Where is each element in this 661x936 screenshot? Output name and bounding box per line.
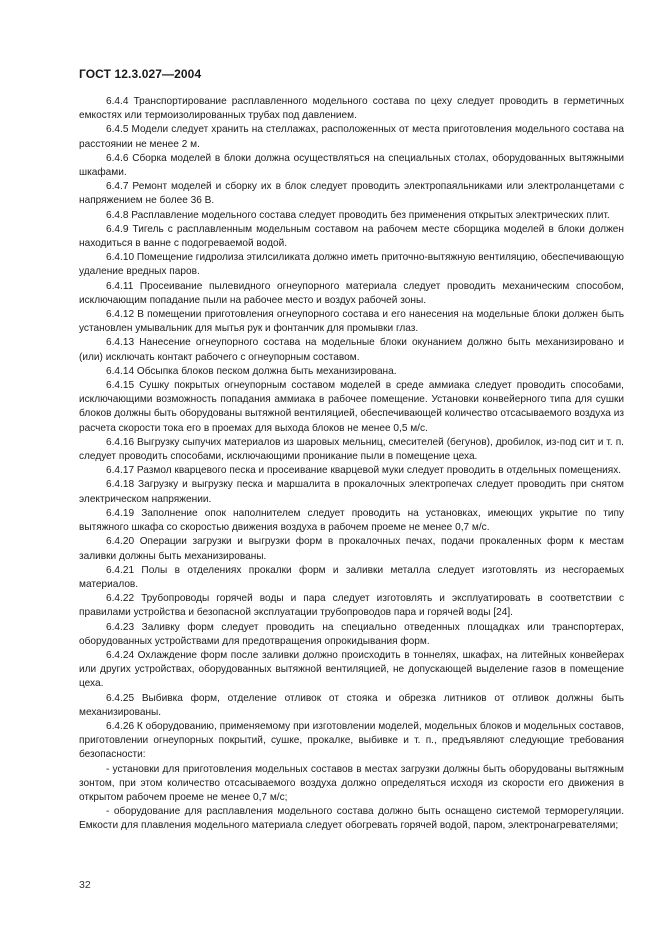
clause-6-4-12: 6.4.12 В помещении приготовления огнеупорного состава и его нанесения на модельные блоки должен быть установлен умывальник для мытья рук и фонтанчик для промывки глаз. xyxy=(79,309,624,335)
page-number: 32 xyxy=(79,879,91,891)
clause-6-4-11: 6.4.11 Просеивание пылевидного огнеупорного материала следует проводить механическим способом, исключающим попадание пыли на рабочее место и воздух рабочей зоны. xyxy=(79,280,624,306)
list-item-dash: - оборудование для расплавления модельного состава должно быть оснащено системой терморегуляции. Емкости для плавления модельного материала следует обогревать горячей водой, паром, электронагревателями; xyxy=(79,806,624,832)
clause-6-4-23: 6.4.23 Заливку форм следует проводить на специально отведенных площадках или транспортерах, оборудованных устройствами для предотвращения опрокидывания форм. xyxy=(79,621,624,647)
clause-6-4-18: 6.4.18 Загрузку и выгрузку песка и маршалита в прокалочных электропечах следует проводить при снятом электрическом напряжении. xyxy=(79,479,624,505)
clause-6-4-4: 6.4.4 Транспортирование расплавленного модельного состава по цеху следует проводить в герметичных емкостях или термоизолированных трубах под давлением. xyxy=(79,96,624,122)
clause-6-4-9: 6.4.9 Тигель с расплавленным модельным составом на рабочем месте сборщика моделей в блоки должен находиться в ванне с подогреваемой водой. xyxy=(79,223,624,250)
clause-6-4-20: 6.4.20 Операции загрузки и выгрузки форм в прокалочных печах, подачи прокаленных форм к местам заливки должны быть механизированы. xyxy=(79,536,624,562)
clause-6-4-26: 6.4.26 К оборудованию, применяемому при изготовлении моделей, модельных блоков и модельных составов, приготовлении огнеупорных покрытий, сушке, прокалке, выбивке и т. п., предъявляют следующие требования безопасности: xyxy=(79,720,624,761)
clause-6-4-15: 6.4.15 Сушку покрытых огнеупорным составом моделей в среде аммиака следует проводить способами, исключающими возможность попадания аммиака в рабочее помещение. Установки конвейерного типа для сушки блоков должны быть оборудованы вытяжной вентиляцией, обеспечивающей количество отсасываемого воздуха из расчета скорости тока его в проемах для выхода блоков не менее 0,5 м/с. xyxy=(79,380,624,434)
clause-6-4-5: 6.4.5 Модели следует хранить на стеллажах, расположенных от места приготовления модельного состава на расстоянии не менее 2 м. xyxy=(79,124,624,150)
clause-6-4-19: 6.4.19 Заполнение опок наполнителем следует проводить на установках, имеющих укрытие по типу вытяжного шкафа со скоростью движения воздуха в рабочем проеме не менее 0,7 м/с. xyxy=(79,507,624,534)
document-body xyxy=(79,95,624,834)
clause-6-4-8: 6.4.8 Расплавление модельного состава следует проводить без применения открытых электрических плит. xyxy=(106,209,610,221)
list-item-dash: - установки для приготовления модельных составов в местах загрузки должны быть оборудованы вытяжным зонтом, при этом количество отсасываемого воздуха должно определяться исходя из скорости его движения в открытом рабочем проеме не менее 0,7 м/с; xyxy=(79,763,624,803)
clause-6-4-25: 6.4.25 Выбивка форм, отделение отливок от стояка и обрезка литников от отливок должны быть механизированы. xyxy=(79,692,624,718)
clause-6-4-21: 6.4.21 Полы в отделениях прокалки форм и заливки металла следует изготовлять из несгораемых материалов. xyxy=(79,564,624,590)
page-header-standard-title: ГОСТ 12.3.027—2004 xyxy=(79,67,202,81)
clause-6-4-16: 6.4.16 Выгрузку сыпучих материалов из шаровых мельниц, смесителей (бегунов), дробилок, из-под сит и т. п. следует проводить способами, исключающими проникание пыли в помещение цеха. xyxy=(79,436,624,463)
clause-6-4-17: 6.4.17 Размол кварцевого песка и просеивание кварцевой муки следует проводить в отдельных помещениях. xyxy=(106,465,622,477)
clause-6-4-10: 6.4.10 Помещение гидролиза этилсиликата должно иметь приточно-вытяжную вентиляцию, обеспечивающую удаление вредных паров. xyxy=(79,252,624,278)
clause-6-4-24: 6.4.24 Охлаждение форм после заливки должно происходить в тоннелях, шкафах, на литейных конвейерах или других устройствах, оборудованных вытяжной вентиляцией, не допускающей выделение газов в помещение цеха. xyxy=(79,649,624,690)
clause-6-4-22: 6.4.22 Трубопроводы горячей воды и пара следует изготовлять и эксплуатировать в соответствии с правилами устройства и безопасной эксплуатации трубопроводов пара и горячей воды [24]. xyxy=(79,593,624,619)
clause-6-4-13: 6.4.13 Нанесение огнеупорного состава на модельные блоки окунанием должно быть механизировано и (или) исключать контакт рабочего с огнеупорным составом. xyxy=(79,337,624,363)
clause-6-4-14: 6.4.14 Обсыпка блоков песком должна быть механизирована. xyxy=(106,365,397,377)
clause-6-4-6: 6.4.6 Сборка моделей в блоки должна осуществляться на специальных столах, оборудованных вытяжными шкафами. xyxy=(79,152,624,179)
clause-6-4-7: 6.4.7 Ремонт моделей и сборку их в блок следует проводить электропаяльниками или электроланцетами с напряжением не более 36 В. xyxy=(79,181,624,207)
